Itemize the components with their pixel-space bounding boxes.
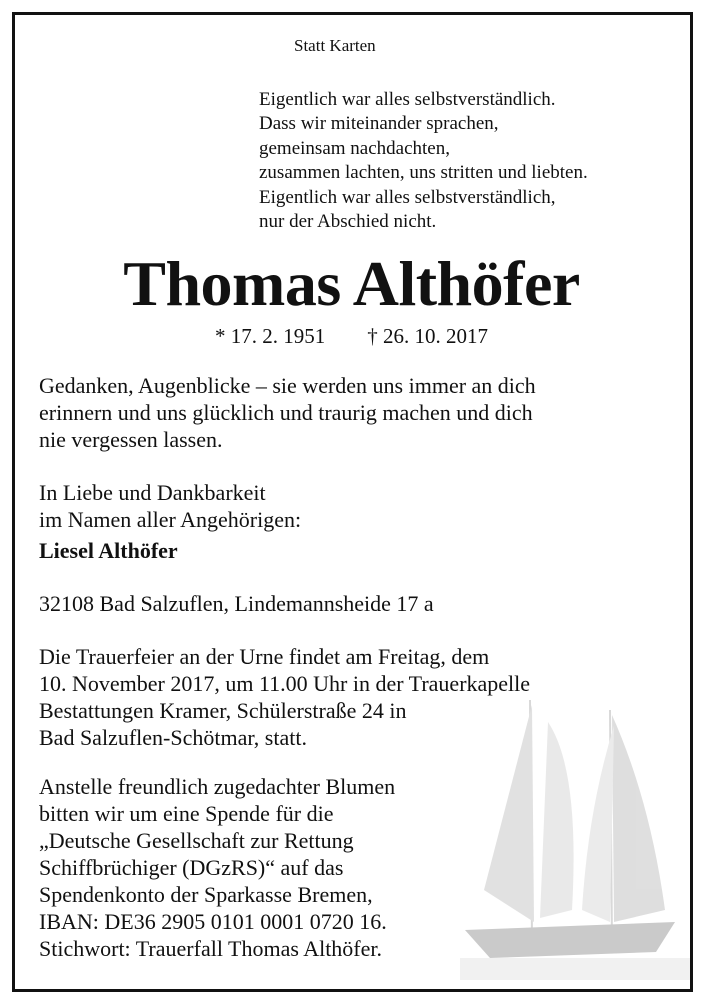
text-line: „Deutsche Gesellschaft zur Rettung — [39, 828, 354, 853]
thoughts-paragraph — [39, 372, 536, 453]
text-line: 10. November 2017, um 11.00 Uhr in der Trauerkapelle — [39, 671, 531, 696]
poem-line: Eigentlich war alles selbstverständlich. — [259, 89, 556, 110]
poem-line: nur der Abschied nicht. — [259, 211, 437, 233]
poem-line: Eigentlich war alles selbstverständlich, — [259, 186, 556, 208]
ceremony-paragraph — [39, 643, 530, 751]
text-line: Spendenkonto der Sparkasse Bremen, — [39, 882, 373, 907]
text-line: erinnern und uns glücklich und traurig machen und dich — [39, 400, 533, 425]
poem-line: Dass wir miteinander sprachen, — [259, 113, 499, 135]
text-line: Die Trauerfeier an der Urne findet am Freitag, dem — [39, 644, 490, 669]
death-date: † 26. 10. 2017 — [367, 324, 488, 348]
text-line: nie vergessen lassen. — [39, 427, 223, 452]
text-line: In Liebe und Dankbarkeit — [39, 480, 266, 505]
poem-line: zusammen lachten, uns stritten und liebten. — [259, 162, 588, 184]
text-line: Anstelle freundlich zugedachter Blumen — [39, 774, 396, 799]
text-line: Gedanken, Augenblicke – sie werden uns immer an dich — [39, 373, 536, 398]
text-line: Bad Salzuflen-Schötmar, statt. — [39, 725, 307, 750]
text-line: IBAN: DE36 2905 0101 0001 0720 16. — [39, 909, 387, 934]
poem-line: gemeinsam nachdachten, — [259, 137, 450, 159]
text-line: Bestattungen Kramer, Schülerstraße 24 in — [39, 698, 407, 723]
signer-name: Liesel Althöfer — [39, 538, 178, 563]
address: 32108 Bad Salzuflen, Lindemannsheide 17 a — [39, 591, 434, 616]
gratitude-paragraph — [39, 479, 301, 533]
text-line: im Namen aller Angehörigen: — [39, 507, 302, 532]
statt-karten-label: Statt Karten — [294, 36, 376, 55]
donation-paragraph — [39, 773, 395, 962]
poem — [259, 88, 588, 234]
life-dates — [0, 324, 703, 349]
deceased-name: Thomas Althöfer — [123, 248, 580, 319]
text-line: Stichwort: Trauerfall Thomas Althöfer. — [39, 936, 383, 961]
birth-date: * 17. 2. 1951 — [215, 324, 326, 348]
text-line: bitten wir um eine Spende für die — [39, 801, 334, 826]
text-line: Schiffbrüchiger (DGzRS)“ auf das — [39, 855, 344, 880]
